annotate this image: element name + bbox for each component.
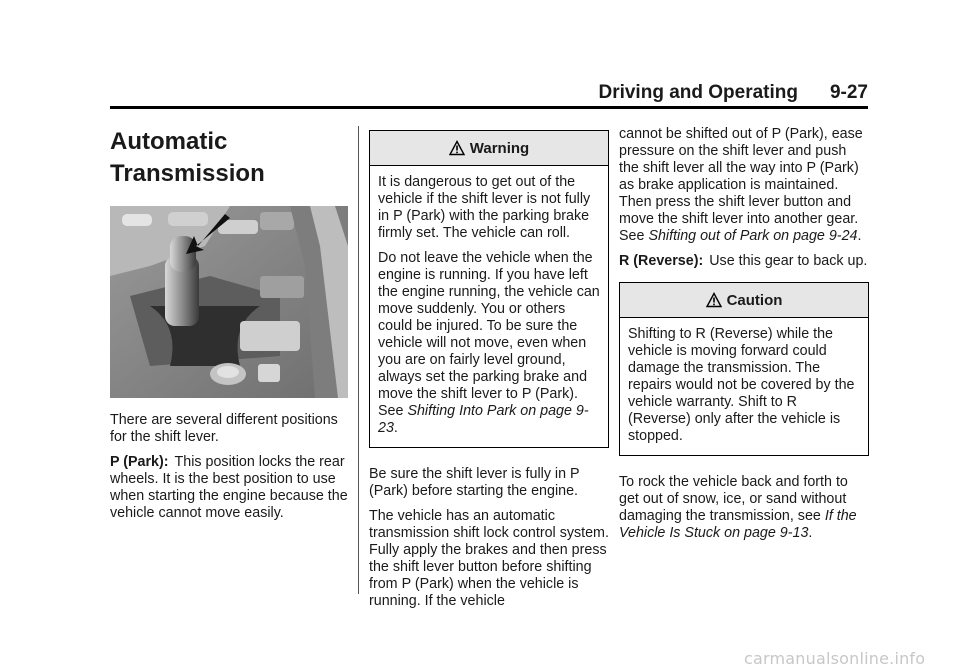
warning-header (370, 131, 608, 166)
caution-text: Shifting to R (Reverse) while the vehicle is moving forward could damage the transmission. The repairs would not be covered by the vehicle warranty. Shift to R (Reverse) only after the vehicle is stopped. (628, 326, 855, 444)
warning-text-2-body: Do not leave the vehicle when the engine is running. If you have left the engine running, the vehicle can move suddenly. You or others could be injured. To be sure the vehicle will not move, even when you are on fairly level ground, always set the parking brake and move the shift lever to P (Park). See (378, 250, 600, 419)
col3-paragraph-3-body: To rock the vehicle back and forth to get out of snow, ice, or sand without damaging the transmission, see (619, 474, 848, 524)
page-number: 9-27 (829, 82, 868, 103)
title-line-1: Automatic (110, 128, 228, 155)
col3-paragraph-3 (619, 474, 869, 542)
column-3 (619, 126, 869, 550)
park-text: This position locks the rear wheels. It is the best position to use when starting the engine because the vehicle cannot move easily. (110, 454, 348, 521)
vehicle-stuck-link[interactable]: If the Vehicle Is Stuck on page 9-13 (619, 508, 857, 541)
reverse-text: Use this gear to back up. (709, 253, 868, 269)
shift-lever-photo (110, 206, 348, 398)
caution-triangle-icon (706, 292, 722, 308)
warning-text-2 (378, 250, 600, 437)
warning-text-1: It is dangerous to get out of the vehicle if the shift lever is not fully in P (Park) with the parking brake firmly set. The vehicle can roll. (378, 174, 591, 241)
caution-header (620, 283, 868, 318)
col2-paragraph-2: The vehicle has an automatic transmission shift lock control system. Fully apply the brakes and then press the shift lever button before shifting from P (Park) when the vehicle is running. If the vehicle (369, 508, 609, 609)
column-divider (358, 126, 359, 594)
column-2 (369, 130, 609, 618)
shifting-into-park-link[interactable]: Shifting Into Park on page 9-23 (378, 403, 589, 436)
section-title: Driving and Operating (598, 82, 798, 103)
warning-title: Warning (469, 139, 530, 157)
intro-text: There are several different positions for the shift lever. (110, 412, 338, 445)
col3-paragraph-1-end: . (857, 228, 862, 244)
park-paragraph (110, 454, 350, 522)
page-title (110, 126, 350, 190)
col3-paragraph-3-end: . (808, 525, 813, 541)
page-header (110, 80, 868, 109)
caution-box (619, 282, 869, 456)
park-term: P (Park): (110, 454, 169, 470)
reverse-term: R (Reverse): (619, 253, 704, 269)
warning-text-2-end: . (393, 420, 398, 436)
caution-title: Caution (726, 291, 783, 309)
watermark: carmanualsonline.info (744, 649, 926, 668)
col2-paragraph-1: Be sure the shift lever is fully in P (Park) before starting the engine. (369, 466, 580, 499)
warning-box (369, 130, 609, 448)
warning-triangle-icon (449, 140, 465, 156)
col3-paragraph-1 (619, 126, 869, 245)
title-line-2: Transmission (110, 160, 265, 187)
shifting-out-of-park-link[interactable]: Shifting out of Park on page 9-24 (648, 228, 858, 244)
reverse-paragraph (619, 253, 869, 270)
col3-paragraph-1-body: cannot be shifted out of P (Park), ease pressure on the shift lever and push the shift lever all the way into P (Park) as brake application is maintained. Then press the shift lever button and move the shift lever into another gear. See (619, 126, 863, 244)
column-1 (110, 126, 350, 530)
